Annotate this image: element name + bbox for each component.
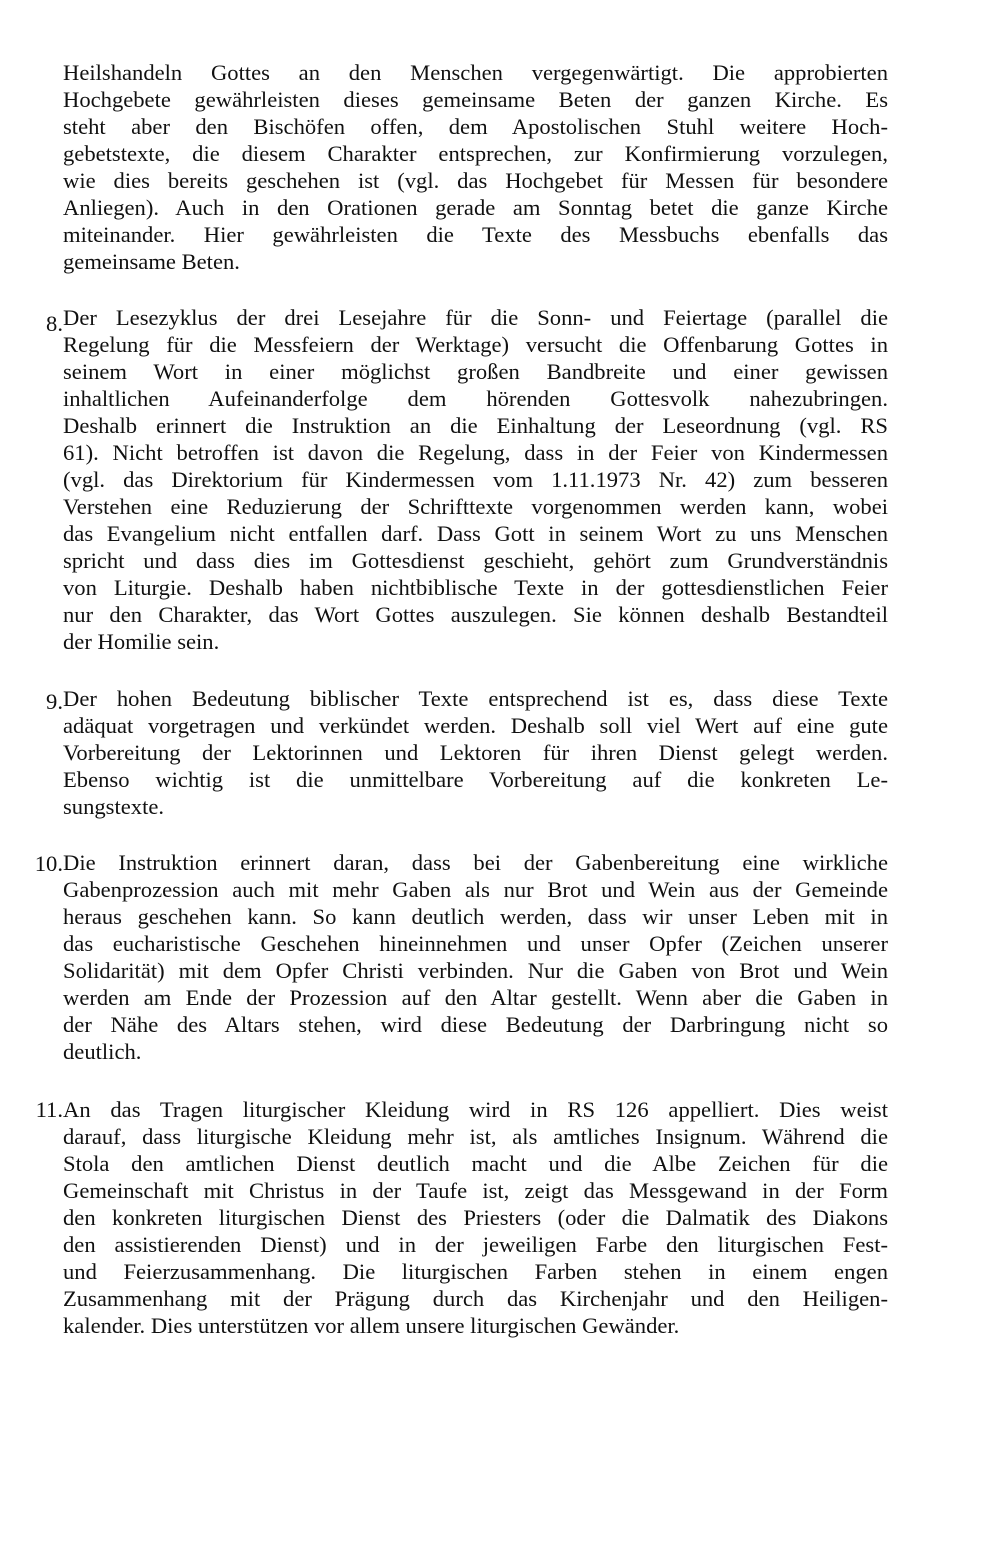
text-line: Hochgebete gewährleisten dieses gemeinsame Beten der ganzen Kirche. Es [63, 87, 888, 112]
text-line: Zusammenhang mit der Prägung durch das Kirchenjahr und den Heiligen- [63, 1286, 888, 1311]
paragraph-10 [63, 849, 888, 1065]
text-line: Anliegen). Auch in den Orationen gerade am Sonntag betet die ganze Kirche [63, 195, 888, 220]
text-line: Ebenso wichtig ist die unmittelbare Vorbereitung auf die konkreten Le- [63, 767, 888, 792]
text-line: der Nähe des Altars stehen, wird diese Bedeutung der Darbringung nicht so [63, 1012, 888, 1037]
paragraph-number: 10. [34, 851, 63, 876]
text-line: kalender. Dies unterstützen vor allem unsere liturgischen Gewänder. [63, 1313, 680, 1338]
text-line: adäquat vorgetragen und verkündet werden. Deshalb soll viel Wert auf eine gute [63, 713, 888, 738]
text-line: wie dies bereits geschehen ist (vgl. das Hochgebet für Messen für besondere [63, 168, 888, 193]
text-line: Der hohen Bedeutung biblischer Texte entsprechend ist es, dass diese Texte [63, 686, 888, 711]
paragraph-number: 8. [46, 311, 63, 336]
text-line: sungstexte. [63, 794, 165, 819]
text-line: das eucharistische Geschehen hineinnehmen und unser Opfer (Zeichen unserer [63, 931, 888, 956]
paragraph-8 [63, 304, 888, 655]
text-line: Gemeinschaft mit Christus in der Taufe ist, zeigt das Messgewand in der Form [63, 1178, 888, 1203]
paragraph-11 [63, 1096, 888, 1339]
text-line: steht aber den Bischöfen offen, dem Apostolischen Stuhl weitere Hoch- [63, 114, 888, 139]
text-line: spricht und dass dies im Gottesdienst geschieht, gehört zum Grundverständnis [63, 548, 888, 573]
text-line: gebetstexte, die diesem Charakter entsprechen, zur Konfirmierung vorzulegen, [63, 141, 888, 166]
paragraph-continuation [63, 59, 888, 275]
text-line: Verstehen eine Reduzierung der Schrifttexte vorgenommen werden kann, wobei [63, 494, 888, 519]
text-line: Die Instruktion erinnert daran, dass bei der Gabenbereitung eine wirkliche [63, 850, 888, 875]
paragraph-number: 9. [46, 689, 63, 714]
text-line: Solidarität) mit dem Opfer Christi verbinden. Nur die Gaben von Brot und Wein [63, 958, 888, 983]
text-line: Heilshandeln Gottes an den Menschen vergegenwärtigt. Die approbierten [63, 60, 888, 85]
text-line: Deshalb erinnert die Instruktion an die Einhaltung der Leseordnung (vgl. RS [63, 413, 888, 438]
text-line: heraus geschehen kann. So kann deutlich werden, dass wir unser Leben mit in [63, 904, 888, 929]
text-line: werden am Ende der Prozession auf den Altar gestellt. Wenn aber die Gaben in [63, 985, 888, 1010]
text-line: gemeinsame Beten. [63, 249, 240, 274]
text-line: Gabenprozession auch mit mehr Gaben als nur Brot und Wein aus der Gemeinde [63, 877, 888, 902]
paragraph-9 [63, 685, 888, 820]
text-line: Stola den amtlichen Dienst deutlich macht und die Albe Zeichen für die [63, 1151, 888, 1176]
text-line: deutlich. [63, 1039, 142, 1064]
text-line: der Homilie sein. [63, 629, 220, 654]
text-line: inhaltlichen Aufeinanderfolge dem hörenden Gottesvolk nahezubringen. [63, 386, 888, 411]
text-line: (vgl. das Direktorium für Kindermessen vom 1.11.1973 Nr. 42) zum besseren [63, 467, 888, 492]
paragraph-number: 11. [35, 1097, 63, 1122]
text-line: miteinander. Hier gewährleisten die Texte des Messbuchs ebenfalls das [63, 222, 888, 247]
text-line: seinem Wort in einer möglichst großen Bandbreite und einer gewissen [63, 359, 888, 384]
text-line: 61). Nicht betroffen ist davon die Regelung, dass in der Feier von Kindermessen [63, 440, 888, 465]
text-line: An das Tragen liturgischer Kleidung wird in RS 126 appelliert. Dies weist [63, 1097, 888, 1122]
text-line: das Evangelium nicht entfallen darf. Dass Gott in seinem Wort zu uns Menschen [63, 521, 888, 546]
text-line: den konkreten liturgischen Dienst des Priesters (oder die Dalmatik des Diakons [63, 1205, 888, 1230]
text-line: Vorbereitung der Lektorinnen und Lektoren für ihren Dienst gelegt werden. [63, 740, 888, 765]
text-line: den assistierenden Dienst) und in der jeweiligen Farbe den liturgischen Fest- [63, 1232, 888, 1257]
text-line: Regelung für die Messfeiern der Werktage) versucht die Offenbarung Gottes in [63, 332, 888, 357]
text-line: und Feierzusammenhang. Die liturgischen Farben stehen in einem engen [63, 1259, 888, 1284]
text-line: darauf, dass liturgische Kleidung mehr ist, als amtliches Insignum. Während die [63, 1124, 888, 1149]
text-line: Der Lesezyklus der drei Lesejahre für die Sonn- und Feiertage (parallel die [63, 305, 888, 330]
text-line: von Liturgie. Deshalb haben nichtbiblische Texte in der gottesdienstlichen Feier [63, 575, 888, 600]
text-line: nur den Charakter, das Wort Gottes auszulegen. Sie können deshalb Bestandteil [63, 602, 888, 627]
